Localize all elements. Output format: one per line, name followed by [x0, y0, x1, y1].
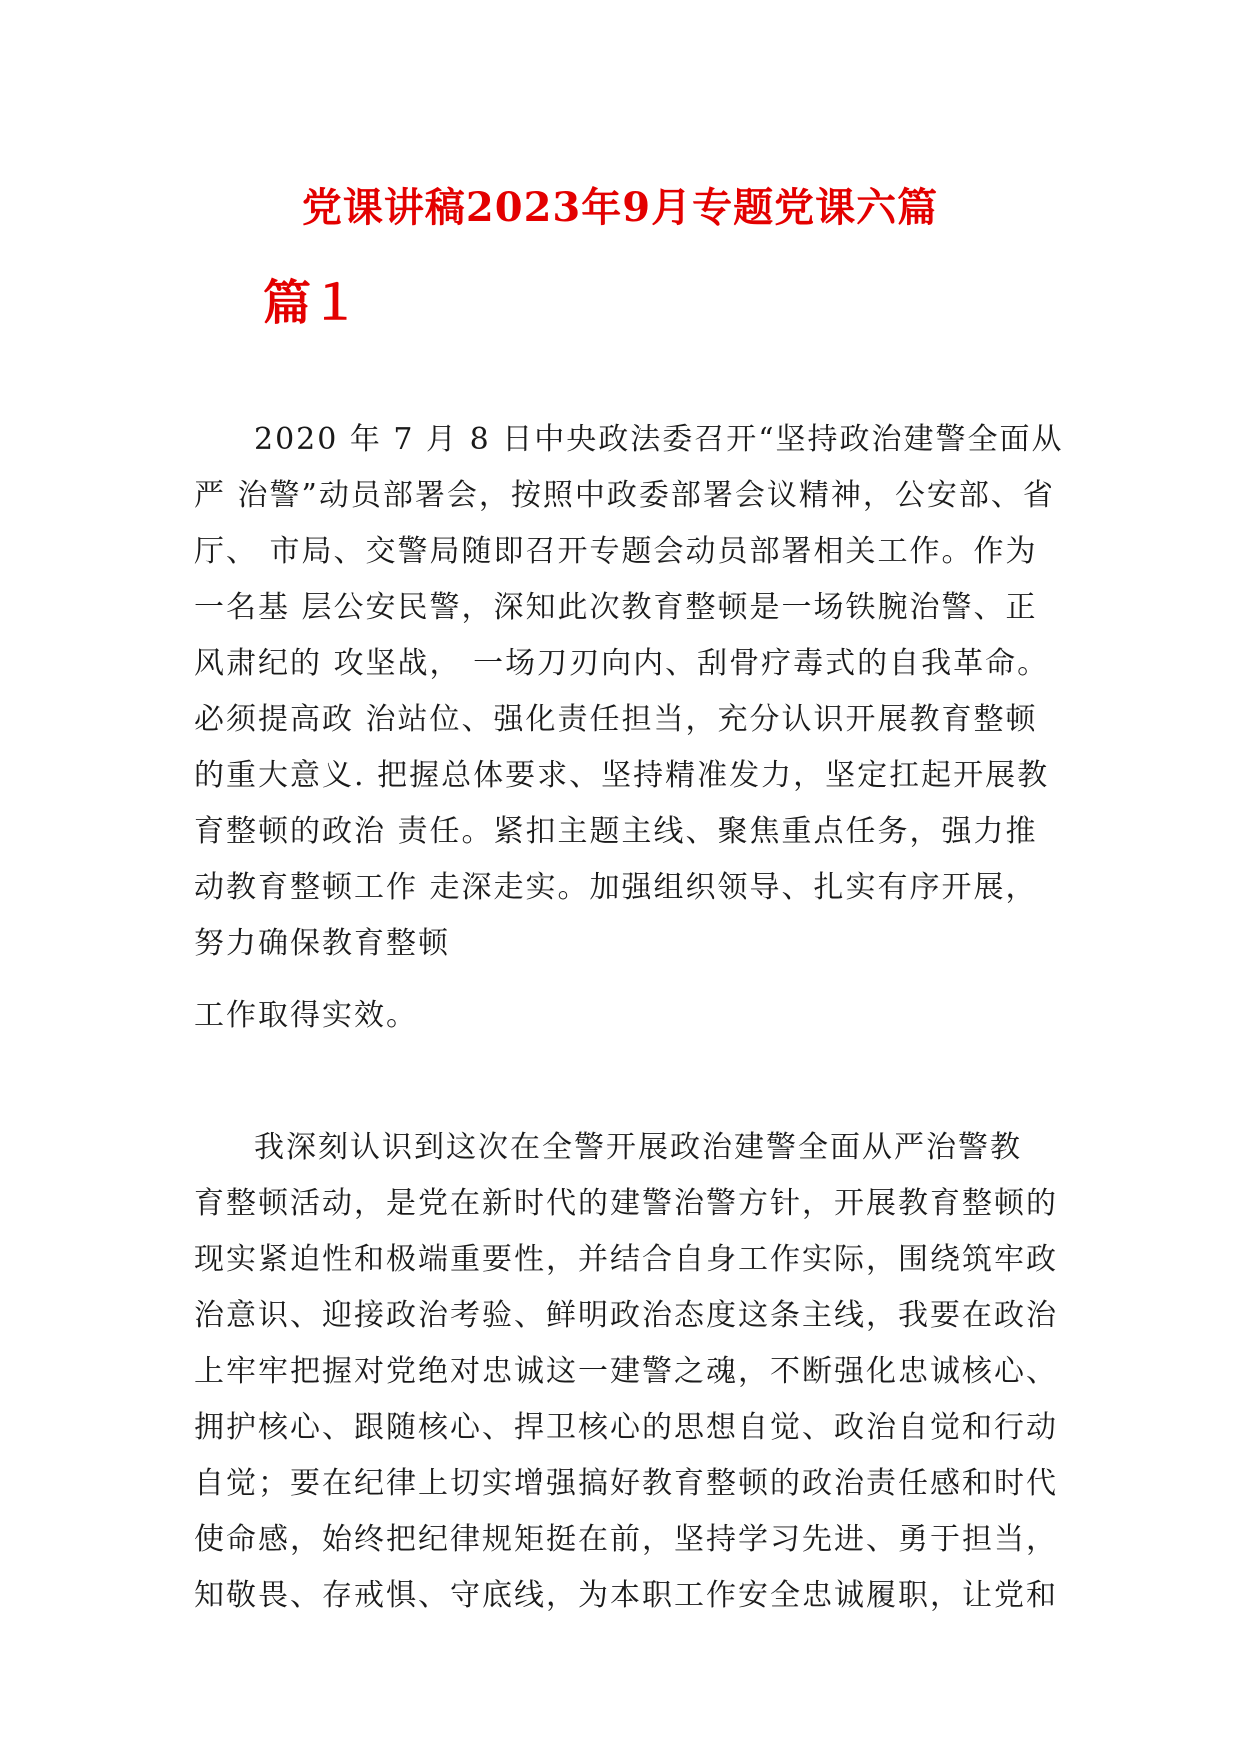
paragraph-line: 严 治警”动员部署会，按照中政委部署会议精神，公安部、省 — [194, 478, 1055, 513]
paragraph-line: 拥护核心、跟随核心、捍卫核心的思想自觉、政治自觉和行动 — [194, 1410, 1058, 1445]
paragraph-line: 2020 年 7 月 8 日中央政法委召开“坚持政治建警全面从 — [254, 422, 1064, 457]
paragraph-1 — [194, 412, 1064, 972]
paragraph-line: 一名基 层公安民警，深知此次教育整顿是一场铁腕治警、正 — [194, 590, 1038, 625]
paragraph-line: 的重大意义. 把握总体要求、坚持精准发力，坚定扛起开展教 — [194, 758, 1050, 793]
paragraph-line: 治意识、迎接政治考验、鲜明政治态度这条主线，我要在政治 — [194, 1298, 1058, 1333]
section-heading: 篇１ — [263, 275, 360, 331]
paragraph-line: 使命感，始终把纪律规矩挺在前，坚持学习先进、勇于担当， — [194, 1522, 1058, 1557]
paragraph-line: 知敬畏、存戒惧、守底线，为本职工作安全忠诚履职，让党和 — [194, 1578, 1058, 1613]
paragraph-line: 育整顿活动，是党在新时代的建警治警方针，开展教育整顿的 — [194, 1186, 1058, 1221]
paragraph-line: 现实紧迫性和极端重要性，并结合自身工作实际，围绕筑牢政 — [194, 1242, 1058, 1277]
paragraph-line: 育整顿的政治 责任。紧扣主题主线、聚焦重点任务，强力推 — [194, 814, 1038, 849]
paragraph-line: 工作取得实效。 — [194, 998, 418, 1033]
paragraph-line: 我深刻认识到这次在全警开展政治建警全面从严治警教 — [254, 1130, 1022, 1165]
paragraph-line: 上牢牢把握对党绝对忠诚这一建警之魂，不断强化忠诚核心、 — [194, 1354, 1058, 1389]
paragraph-line: 必须提高政 治站位、强化责任担当，充分认识开展教育整顿 — [194, 702, 1038, 737]
paragraph-line: 风肃纪的 攻坚战， 一场刀刃向内、刮骨疗毒式的自我革命。 — [194, 646, 1050, 681]
paragraph-1-tail — [194, 988, 1054, 1044]
paragraph-line: 动教育整顿工作 走深走实。加强组织领导、扎实有序开展， — [194, 870, 1038, 905]
document-title: 党课讲稿2023年9月专题党课六篇 — [301, 184, 939, 231]
paragraph-line: 自觉；要在纪律上切实增强搞好教育整顿的政治责任感和时代 — [194, 1466, 1058, 1501]
paragraph-line: 厅、 市局、交警局随即召开专题会动员部署相关工作。作为 — [194, 534, 1038, 569]
paragraph-line: 努力确保教育整顿 — [194, 926, 450, 961]
paragraph-2 — [194, 1120, 1058, 1624]
